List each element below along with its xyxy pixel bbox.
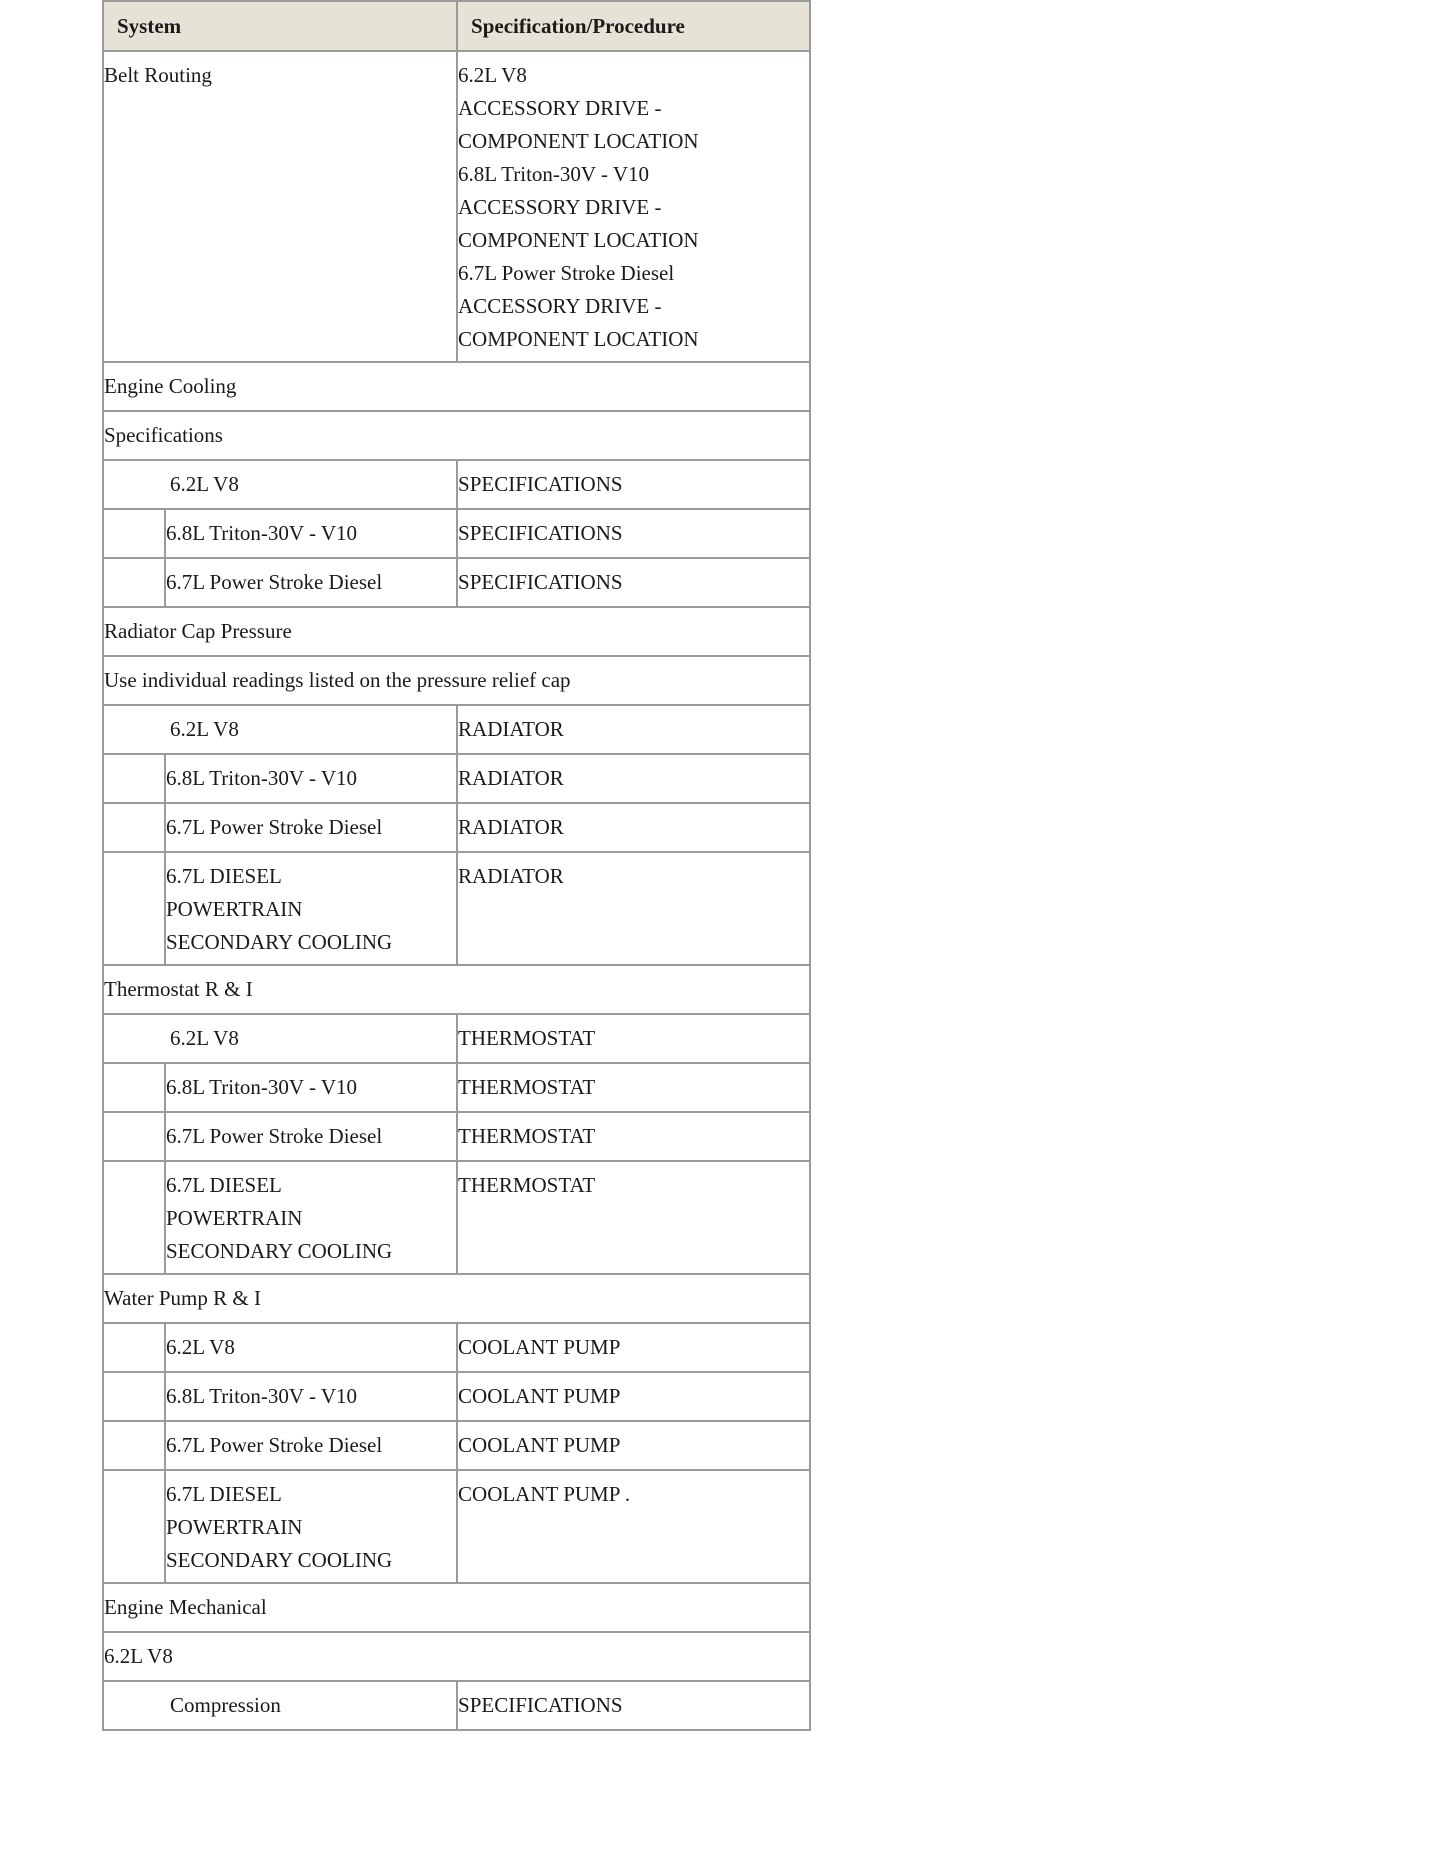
subsection-specifications: Specifications xyxy=(103,411,810,460)
subsection-water-pump: Water Pump R & I xyxy=(103,1274,810,1323)
spec-cell: THERMOSTAT xyxy=(457,1161,810,1274)
belt-routing-label: Belt Routing xyxy=(104,63,212,87)
system-cell: 6.8L Triton-30V - V10 xyxy=(165,509,457,558)
spec-cell: SPECIFICATIONS xyxy=(457,509,810,558)
spec-cell: RADIATOR xyxy=(457,852,810,965)
spec-cell: COOLANT PUMP xyxy=(457,1323,810,1372)
section-row xyxy=(103,1583,810,1632)
header-row xyxy=(103,1,810,51)
spec-cell: COOLANT PUMP xyxy=(457,1421,810,1470)
belt-routing-label-cell xyxy=(103,51,457,362)
header-spec: Specification/Procedure xyxy=(457,1,810,51)
system-cell: 6.2L V8 xyxy=(165,1323,457,1372)
table-row xyxy=(103,1470,810,1583)
section-row xyxy=(103,362,810,411)
spec-cell: THERMOSTAT xyxy=(457,1014,810,1063)
system-cell: 6.8L Triton-30V - V10 xyxy=(165,1063,457,1112)
system-line: SECONDARY COOLING xyxy=(166,930,393,954)
indent-cell xyxy=(103,1063,165,1112)
spec-cell: RADIATOR xyxy=(457,754,810,803)
table-row xyxy=(103,558,810,607)
table-row xyxy=(103,803,810,852)
system-cell xyxy=(165,852,457,965)
spec-line: 6.8L Triton-30V - V10 xyxy=(458,162,649,186)
spec-line: 6.7L Power Stroke Diesel xyxy=(458,261,675,285)
radiator-cap-note: Use individual readings listed on the pressure relief cap xyxy=(103,656,810,705)
spec-line: COMPONENT LOCATION xyxy=(458,327,699,351)
spec-cell: RADIATOR xyxy=(457,705,810,754)
table-row xyxy=(103,509,810,558)
spec-line: COMPONENT LOCATION xyxy=(458,228,699,252)
spec-cell: THERMOSTAT xyxy=(457,1112,810,1161)
system-cell: Compression xyxy=(103,1681,457,1730)
section-radiator-cap: Radiator Cap Pressure xyxy=(103,607,810,656)
spec-cell: THERMOSTAT xyxy=(457,1063,810,1112)
indent-cell xyxy=(103,1112,165,1161)
indent-cell xyxy=(103,1421,165,1470)
table-row xyxy=(103,1372,810,1421)
belt-routing-spec-cell xyxy=(457,51,810,362)
subsection-6-2l-v8: 6.2L V8 xyxy=(103,1632,810,1681)
indent-cell xyxy=(103,1161,165,1274)
subsection-row xyxy=(103,411,810,460)
section-engine-cooling: Engine Cooling xyxy=(103,362,810,411)
system-line: 6.7L DIESEL xyxy=(166,864,282,888)
spec-cell: RADIATOR xyxy=(457,803,810,852)
table-row xyxy=(103,51,810,362)
system-line: SECONDARY COOLING xyxy=(166,1239,393,1263)
subsection-row xyxy=(103,965,810,1014)
indent-cell xyxy=(103,852,165,965)
table-row xyxy=(103,1421,810,1470)
table-row xyxy=(103,1063,810,1112)
subsection-row xyxy=(103,1632,810,1681)
system-line: 6.7L DIESEL xyxy=(166,1173,282,1197)
table-row xyxy=(103,460,810,509)
table-row xyxy=(103,1161,810,1274)
spec-line: ACCESSORY DRIVE - xyxy=(458,294,662,318)
system-cell: 6.2L V8 xyxy=(103,1014,457,1063)
table-row xyxy=(103,1681,810,1730)
system-cell: 6.7L Power Stroke Diesel xyxy=(165,1112,457,1161)
system-cell: 6.2L V8 xyxy=(103,705,457,754)
spec-cell: COOLANT PUMP . xyxy=(457,1470,810,1583)
system-cell: 6.7L Power Stroke Diesel xyxy=(165,1421,457,1470)
indent-cell xyxy=(103,558,165,607)
spec-cell: SPECIFICATIONS xyxy=(457,558,810,607)
spec-line: ACCESSORY DRIVE - xyxy=(458,195,662,219)
system-cell: 6.8L Triton-30V - V10 xyxy=(165,1372,457,1421)
system-cell xyxy=(165,1161,457,1274)
system-line: POWERTRAIN xyxy=(166,1206,303,1230)
system-line: POWERTRAIN xyxy=(166,897,303,921)
table-row xyxy=(103,705,810,754)
indent-cell xyxy=(103,754,165,803)
spec-line: COMPONENT LOCATION xyxy=(458,129,699,153)
system-cell: 6.2L V8 xyxy=(103,460,457,509)
header-system: System xyxy=(103,1,457,51)
spec-line: 6.2L V8 xyxy=(458,63,527,87)
indent-cell xyxy=(103,1470,165,1583)
spec-cell: SPECIFICATIONS xyxy=(457,1681,810,1730)
subsection-thermostat: Thermostat R & I xyxy=(103,965,810,1014)
indent-cell xyxy=(103,1323,165,1372)
table-row xyxy=(103,1014,810,1063)
table-row xyxy=(103,1112,810,1161)
system-cell xyxy=(165,1470,457,1583)
system-line: SECONDARY COOLING xyxy=(166,1548,393,1572)
table-row xyxy=(103,852,810,965)
table-row xyxy=(103,754,810,803)
spec-table xyxy=(102,0,811,1731)
indent-cell xyxy=(103,1372,165,1421)
section-engine-mechanical: Engine Mechanical xyxy=(103,1583,810,1632)
indent-cell xyxy=(103,803,165,852)
note-row xyxy=(103,656,810,705)
spec-cell: COOLANT PUMP xyxy=(457,1372,810,1421)
section-row xyxy=(103,607,810,656)
system-line: POWERTRAIN xyxy=(166,1515,303,1539)
system-cell: 6.7L Power Stroke Diesel xyxy=(165,803,457,852)
spec-cell: SPECIFICATIONS xyxy=(457,460,810,509)
system-line: 6.7L DIESEL xyxy=(166,1482,282,1506)
spec-line: ACCESSORY DRIVE - xyxy=(458,96,662,120)
indent-cell xyxy=(103,509,165,558)
system-cell: 6.7L Power Stroke Diesel xyxy=(165,558,457,607)
table-row xyxy=(103,1323,810,1372)
system-cell: 6.8L Triton-30V - V10 xyxy=(165,754,457,803)
subsection-row xyxy=(103,1274,810,1323)
